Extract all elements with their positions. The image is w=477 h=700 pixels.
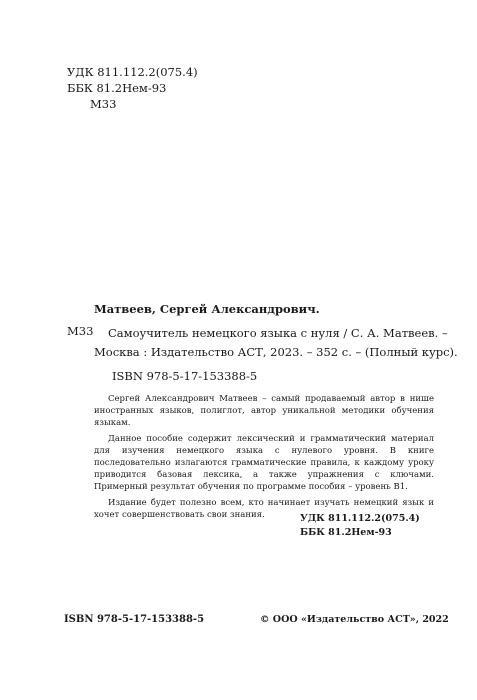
annotation-paragraph: Издание будет полезно всем, кто начинает изучать немецкий язык и хочет совершенствовать свои знания. <box>94 498 434 520</box>
bbk-code: ББК 81.2Нем-93 <box>67 81 167 95</box>
card-author-mark: М33 <box>67 324 94 338</box>
footer-isbn: ISBN 978-5-17-153388-5 <box>64 614 205 625</box>
bibliographic-description <box>94 324 458 362</box>
udk-code: УДК 811.112.2(075.4) <box>67 65 198 79</box>
classification-codes-top <box>67 64 198 112</box>
annotation <box>94 393 434 525</box>
classification-codes-bottom <box>300 512 420 540</box>
author-mark: М33 <box>90 97 117 111</box>
title-line-1: Самоучитель немецкого языка с нуля / С. А. Матвеев. – <box>108 326 448 340</box>
annotation-paragraph: Данное пособие содержит лексический и грамматический материал для изучения немецкого языка с нулевого уровня. В книге последовательно излагаются грамматические правила, к каждому уроку приводится базовая лексика, а также упражнения с ключами. Примерный результат обучения по программе пособия – уровень B1. <box>94 434 434 492</box>
title-line-2: Москва : Издательство АСТ, 2023. – 352 с. – (Полный курс). <box>94 345 458 359</box>
annotation-paragraph: Сергей Александрович Матвеев – самый продаваемый автор в нише иностранных языков, полиглот, автор уникальной методики обучения языкам. <box>94 394 434 428</box>
copyright-notice: © ООО «Издательство АСТ», 2022 <box>260 614 449 625</box>
udk-code-bottom: УДК 811.112.2(075.4) <box>300 513 420 524</box>
bbk-code-bottom: ББК 81.2Нем-93 <box>300 527 392 538</box>
isbn: ISBN 978-5-17-153388-5 <box>112 369 258 383</box>
author-heading: Матвеев, Сергей Александрович. <box>94 302 320 316</box>
